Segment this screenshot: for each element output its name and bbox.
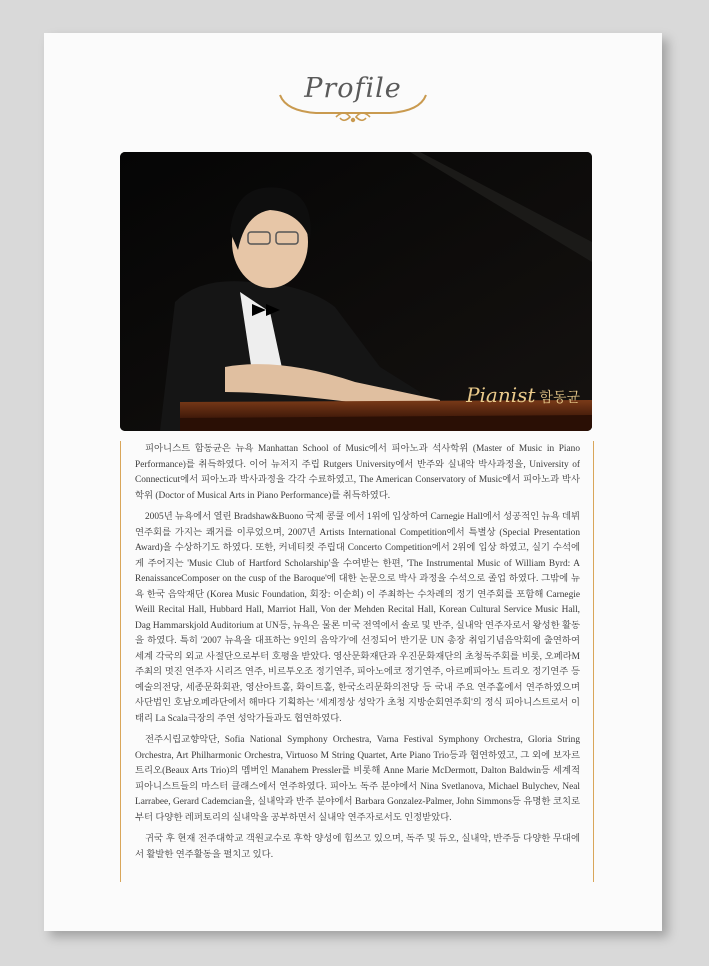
caption-name: 함동균 — [539, 390, 580, 406]
photo-caption — [466, 383, 580, 407]
biography-paragraph-2: 2005년 뉴욕에서 열린 Bradshaw&Buono 국제 콩쿨 에서 1위에 입상하여 Carnegie Hall에서 성공적인 뉴욕 데뷔 연주회를 가지는 쾌거를 이루었으며, 2007년 Artists International Competition에서 특별상 (Special Presentation Award)을 수상하기도 하였다. 또한, 커네티컷 주립대 Concerto Competition에서 2위에 입상 하였고, 실기 수석에게 주어지는 'Music Club of Hartford Scholarship'을 수여받는 한편, 'The Instrumental Music of William Byrd: A RenaissanceComposer on the cusp of the Baroque'에 대한 논문으로 박사 과정을 수석으로 졸업 하였다. 그밖에 뉴욕 한국 음악재단 (Korea Music Foundation, 회장: 이순희) 이 주최하는 수차례의 정기 연주회를 포함해 Carnegie Weill Recital Hall, Hubbard Hall, Marriot Hall, Von der Mehden Recital Hall, Korean Cultural Service Music Hall, Dag Hammarskjold Auditorium at UN등, 뉴욕은 물론 미국 전역에서 솔로 및 반주, 실내악 연주자로서 왕성한 활동을 하였다. 특히 '2007 뉴욕을 대표하는 9인의 음악가'에 선정되어 반기문 UN 총장 취임기념음악회에 출연하여 세계 각국의 외교 사절단으로부터 호평을 받았다. 영산문화재단과 우진문화재단의 초청독주회를 비롯, 오페라M 주최의 멋진 연주자 시리즈 연주, 비르투오조 정기연주, 피아노에코 정기연주, 아르페피아노 트리오 정기연주 등 예술의전당, 세종문화회관, 영산아트홀, 화이트홀, 한국소리문화의전당 등 국내 주요 연주홀에서 연주하였으며 사단법인 호남오페라단에서 해마다 기획하는 '세계정상 성악가 초청 지방순회연주회'의 정식 피아니스트로서 이태리 La Scala극장의 주연 성악가들과도 협연하였다. — [135, 512, 580, 724]
pianist-photo — [120, 152, 592, 431]
biography-paragraph-4: 귀국 후 현재 전주대학교 객원교수로 후학 양성에 힘쓰고 있으며, 독주 및 듀오, 실내악, 반주등 다양한 무대에서 활발한 연주활동을 펼치고 있다. — [135, 834, 580, 860]
biography-text — [121, 441, 593, 863]
profile-page — [44, 33, 662, 931]
biography-paragraph-1: 피아니스트 함동균은 뉴욕 Manhattan School of Music에서 피아노과 석사학위 (Master of Music in Piano Performance)를 취득하였다. 이어 뉴저지 주립 Rutgers University에서 반주와 실내악 박사과정을, University of Connecticut에서 피아노과 박사과정을 각각 수료하였고, The American Conservatory of Music에서 피아노과 박사학위 (Doctor of Musical Arts in Piano Performance)를 취득하였다. — [135, 444, 580, 501]
gold-scroll-ornament — [276, 87, 430, 127]
page-title: Profile — [304, 73, 402, 104]
biography-box — [120, 441, 594, 882]
biography-paragraph-3: 전주시립교향악단, Sofia National Symphony Orchestra, Varna Festival Symphony Orchestra, Gloria String Orchestra, Art Philharmonic Orchestra, Virtuoso M String Quartet, Arte Piano Trio등과 협연하였고, 그 외에 보자르트리오(Beaux Arts Trio)의 멤버인 Manahem Pressler를 비롯해 Anne Marie McDermott, Dalton Baldwin등 세계적 피아니스트들의 마스터 클래스에서 연주하였다. 피아노 독주 분야에서 Nina Svetlanova, Michael Bulychev, Neal Larrabee, Gerard Cademcian을, 실내악과 반주 분야에서 Barbara Gonzalez-Palmer, John Simmons등 유명한 코치로부터 다양한 레퍼토리의 실내악을 공부하면서 실내악 연주자로서도 인정받았다. — [135, 735, 580, 823]
caption-role: Pianist — [466, 383, 536, 407]
